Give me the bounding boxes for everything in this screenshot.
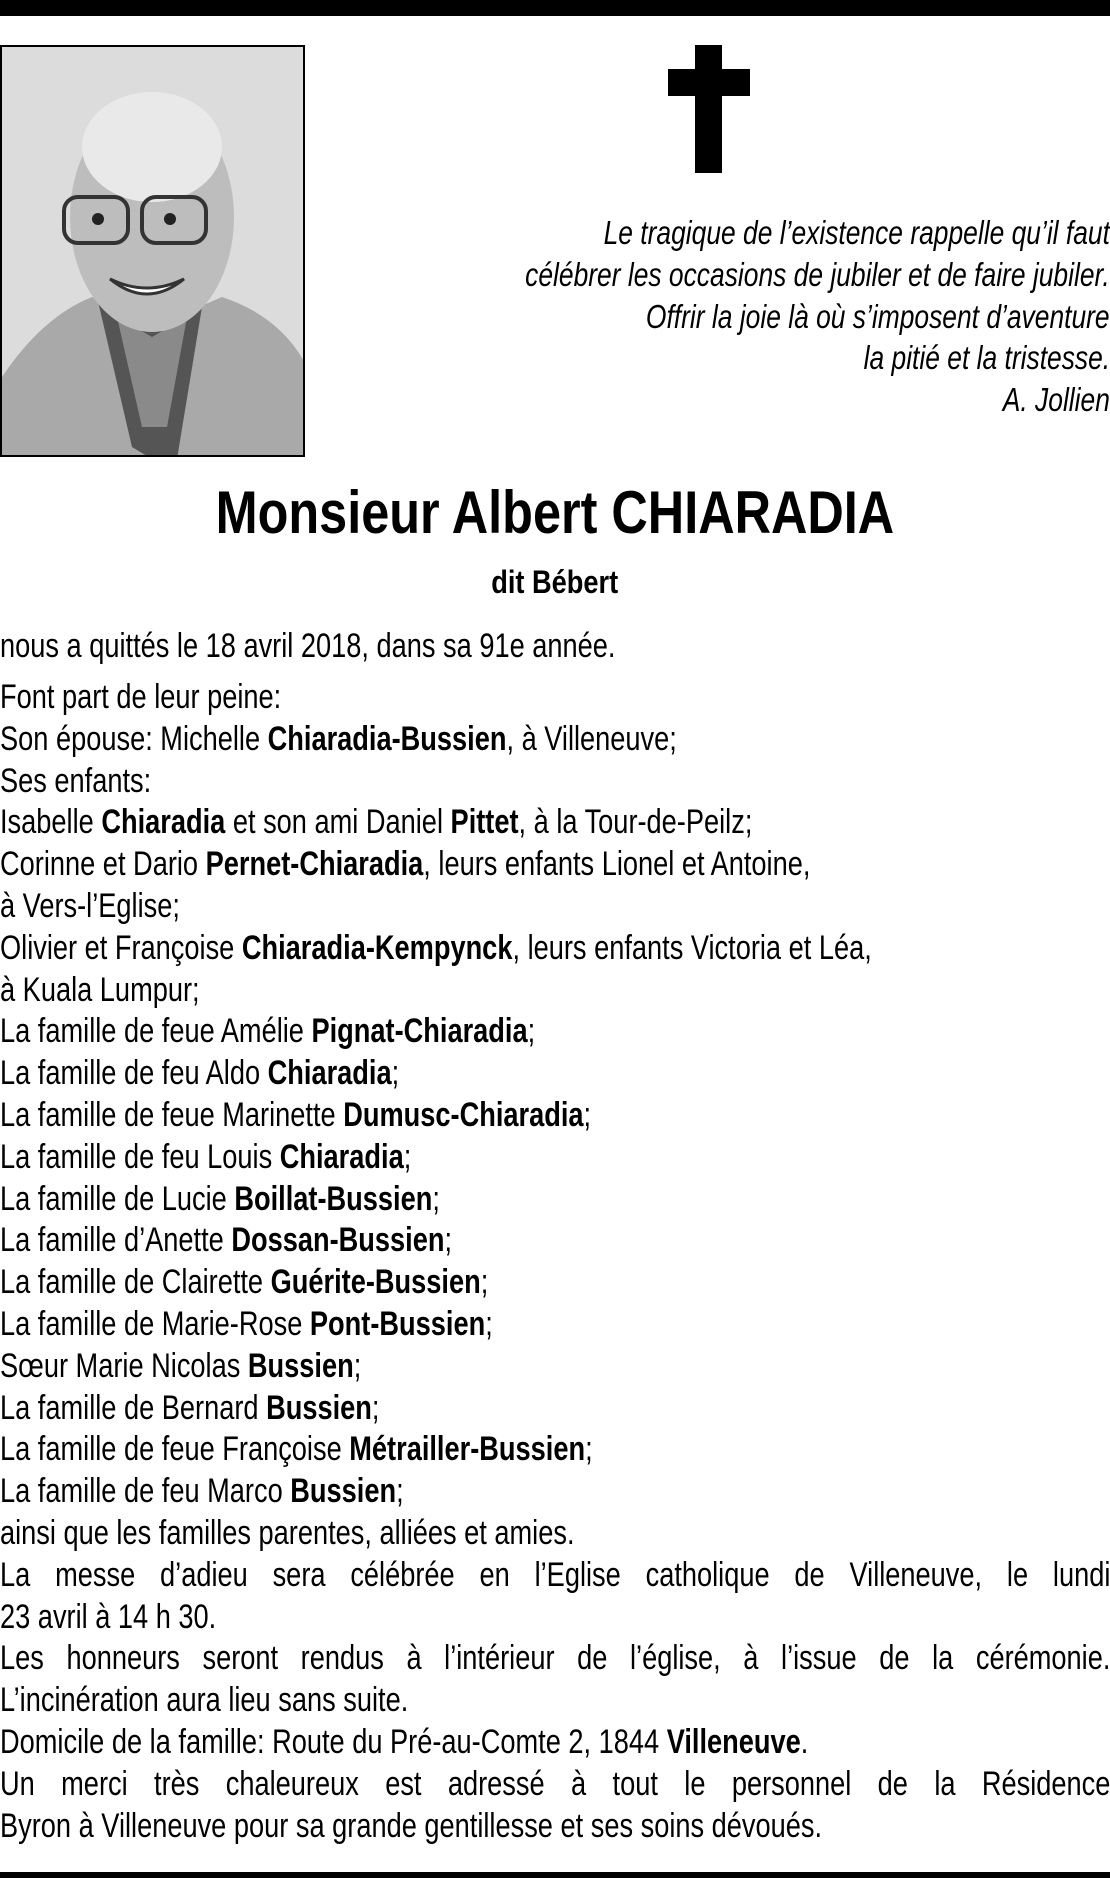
line-text: Sœur Marie Nicolas bbox=[0, 1346, 248, 1385]
line-text: . bbox=[800, 1723, 809, 1761]
family-name: Bussien bbox=[266, 1388, 372, 1427]
quote-author: A. Jollien bbox=[1002, 381, 1110, 418]
family-name: Bussien bbox=[290, 1472, 397, 1511]
family-name: Pittet bbox=[450, 803, 519, 842]
line-text: Isabelle bbox=[0, 803, 102, 842]
obituary-line bbox=[0, 1679, 1110, 1721]
obituary-line bbox=[0, 1136, 1110, 1178]
line-text: La famille de feu Marco bbox=[0, 1472, 291, 1511]
line-text: à Kuala Lumpur; bbox=[0, 970, 200, 1009]
obituary-line bbox=[0, 1596, 1110, 1638]
line-text: ; bbox=[432, 1179, 440, 1218]
line-text: La messe d’adieu sera célébrée en l’Eglise catholique de Villeneuve, le lundi bbox=[0, 1555, 1110, 1594]
line-text: Les honneurs seront rendus à l’intérieur de l’église, à l’issue de la cérémonie. bbox=[0, 1639, 1110, 1678]
line-text: ; bbox=[527, 1012, 536, 1051]
obituary-line bbox=[0, 969, 1110, 1011]
obituary-line bbox=[0, 1261, 1110, 1303]
line-text: ; bbox=[444, 1221, 453, 1260]
obituary-line bbox=[0, 1345, 1110, 1387]
line-text: La famille de Bernard bbox=[0, 1388, 267, 1427]
line-text: La famille de Clairette bbox=[0, 1263, 271, 1302]
line-text: Olivier et Françoise bbox=[0, 928, 242, 967]
family-name: Chiaradia-Bussien bbox=[267, 719, 507, 758]
line-text: 23 avril à 14 h 30. bbox=[0, 1597, 217, 1636]
obituary-line bbox=[0, 1512, 1110, 1554]
obituary-line bbox=[0, 801, 1110, 843]
family-name: Dossan-Bussien bbox=[231, 1221, 445, 1260]
obituary-line bbox=[0, 1178, 1110, 1220]
family-name: Pignat-Chiaradia bbox=[311, 1012, 528, 1051]
line-text: La famille de feue Amélie bbox=[0, 1012, 312, 1051]
line-text: , à la Tour-de-Peilz; bbox=[518, 803, 753, 842]
line-text: Font part de leur peine: bbox=[0, 678, 282, 716]
line-text: Un merci très chaleureux est adressé à tout le personnel de la Résidence bbox=[0, 1764, 1110, 1803]
line-text: ; bbox=[480, 1263, 489, 1302]
line-text: et son ami Daniel bbox=[225, 803, 451, 842]
obituary-line bbox=[0, 843, 1110, 885]
line-text: L’incinération aura lieu sans suite. bbox=[0, 1681, 409, 1720]
family-name: Chiaradia bbox=[279, 1137, 404, 1176]
line-text: Domicile de la famille: Route du Pré-au-Comte 2, 1844 bbox=[0, 1723, 667, 1761]
quote-line: Le tragique de l’existence rappelle qu’il faut bbox=[603, 214, 1110, 251]
line-text: nous a quittés le 18 avril 2018, dans sa 91e année. bbox=[0, 627, 616, 665]
line-text: ; bbox=[396, 1472, 404, 1511]
line-text: , leurs enfants Victoria et Léa, bbox=[512, 928, 872, 967]
line-text: La famille de Lucie bbox=[0, 1179, 235, 1218]
line-text: ; bbox=[583, 1096, 592, 1134]
line-text: La famille de feue Marinette bbox=[0, 1096, 344, 1134]
line-text: La famille de feue Françoise bbox=[0, 1430, 350, 1469]
quote-line: Offrir la joie là où s’imposent d’aventure bbox=[646, 298, 1110, 335]
family-name: Bussien bbox=[247, 1346, 354, 1385]
line-text: ; bbox=[371, 1388, 380, 1427]
line-text: ; bbox=[353, 1346, 362, 1385]
line-text: Son épouse: Michelle bbox=[0, 719, 268, 758]
family-name: Dumusc-Chiaradia bbox=[343, 1096, 584, 1134]
bottom-rule bbox=[0, 1872, 1110, 1878]
line-text: Ses enfants: bbox=[0, 761, 152, 800]
line-text: , leurs enfants Lionel et Antoine, bbox=[423, 845, 811, 884]
family-name: Chiaradia bbox=[101, 803, 226, 842]
family-name: Guérite-Bussien bbox=[270, 1263, 481, 1302]
obituary-line bbox=[0, 676, 1110, 718]
obituary-line bbox=[0, 1010, 1110, 1052]
family-name: Boillat-Bussien bbox=[234, 1179, 433, 1218]
obituary-line bbox=[0, 1470, 1110, 1512]
obituary-line bbox=[0, 1303, 1110, 1345]
line-text: La famille d’Anette bbox=[0, 1221, 232, 1260]
obituary-line bbox=[0, 1637, 1110, 1679]
line-text: ; bbox=[391, 1054, 400, 1093]
obituary-line bbox=[0, 1052, 1110, 1094]
top-rule bbox=[0, 0, 1110, 16]
deceased-name-text: Monsieur Albert CHIARADIA bbox=[215, 479, 895, 546]
family-name: Pernet-Chiaradia bbox=[205, 845, 424, 884]
obituary-line bbox=[0, 1805, 1110, 1847]
quote-line: célébrer les occasions de jubiler et de faire jubiler. bbox=[525, 256, 1110, 293]
family-name: Chiaradia bbox=[267, 1054, 392, 1093]
line-text: ; bbox=[585, 1430, 593, 1469]
line-text: ainsi que les familles parentes, alliées et amies. bbox=[0, 1514, 575, 1552]
obituary-line bbox=[0, 718, 1110, 760]
obituary-line bbox=[0, 760, 1110, 802]
nickname bbox=[0, 562, 1110, 602]
obituary-line bbox=[0, 1763, 1110, 1805]
line-text: La famille de Marie-Rose bbox=[0, 1305, 310, 1343]
obituary-line bbox=[0, 1387, 1110, 1429]
line-text: , à Villeneuve; bbox=[506, 719, 677, 758]
obituary-line bbox=[0, 1094, 1110, 1136]
quote-line: la pitié et la tristesse. bbox=[863, 339, 1110, 376]
line-text: ; bbox=[403, 1137, 412, 1176]
cross-icon bbox=[668, 45, 750, 173]
obituary-line bbox=[0, 625, 1110, 667]
family-name: Chiaradia-Kempynck bbox=[241, 928, 513, 967]
family-name: Pont-Bussien bbox=[309, 1305, 486, 1343]
obituary-line bbox=[0, 1219, 1110, 1261]
obituary-line bbox=[0, 885, 1110, 927]
nickname-text: dit Bébert bbox=[491, 564, 619, 600]
line-text: La famille de feu Aldo bbox=[0, 1054, 268, 1093]
family-name: Métrailler-Bussien bbox=[349, 1430, 586, 1469]
line-text: ; bbox=[485, 1305, 493, 1343]
obituary-line bbox=[0, 1721, 1110, 1763]
line-text: à Vers-l’Eglise; bbox=[0, 887, 180, 925]
line-text: Corinne et Dario bbox=[0, 845, 206, 884]
obituary-line bbox=[0, 927, 1110, 969]
line-text: La famille de feu Louis bbox=[0, 1137, 280, 1176]
obituary-line bbox=[0, 1554, 1110, 1596]
line-text: Byron à Villeneuve pour sa grande gentillesse et ses soins dévoués. bbox=[0, 1806, 823, 1845]
deceased-name bbox=[0, 478, 1110, 548]
family-name: Villeneuve bbox=[666, 1723, 801, 1761]
obituary-line bbox=[0, 1428, 1110, 1470]
portrait-photo bbox=[0, 45, 305, 457]
